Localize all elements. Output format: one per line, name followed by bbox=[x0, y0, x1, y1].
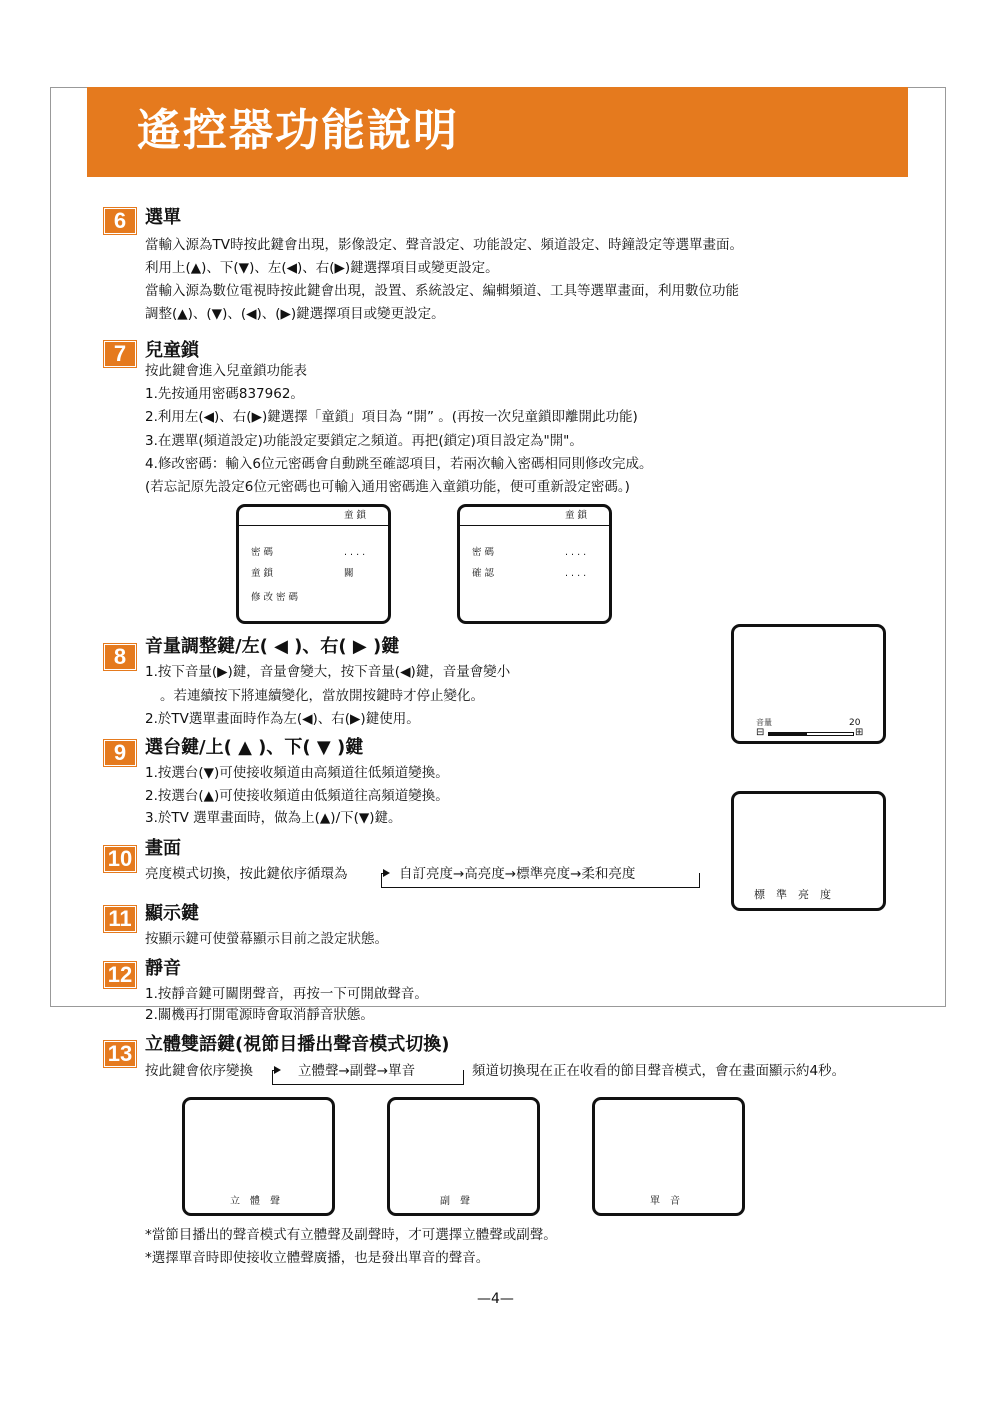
section-number-7: 7 bbox=[104, 341, 136, 367]
text-line: 。若連續按下將連續變化，當放開按鍵時才停止變化。 bbox=[160, 688, 484, 704]
section-title-picture: 畫面 bbox=[145, 838, 181, 859]
brightness-cycle: 自訂亮度→高亮度→標準亮度→柔和亮度 bbox=[399, 865, 639, 883]
section-title-stereo: 立體雙語鍵(視節目播出聲音模式切換) bbox=[145, 1034, 450, 1055]
text-line: 按此鍵會依序變換 bbox=[145, 1063, 253, 1079]
screen-value: . . . . bbox=[565, 547, 587, 558]
text-line: 4.修改密碼：輸入6位元密碼會自動跳至確認項目，若兩次輸入密碼相同則修改完成。 bbox=[145, 456, 653, 472]
volume-bar bbox=[768, 732, 854, 736]
text-line: 當輸入源為TV時按此鍵會出現，影像設定、聲音設定、功能設定、頻道設定、時鐘設定等選單畫面。 bbox=[145, 237, 743, 253]
volume-value: 20 bbox=[849, 718, 861, 728]
section-title-volume: 音量調整鍵/左( ◀ )、右( ▶ )鍵 bbox=[145, 636, 400, 657]
text-line: 3.在選單(頻道設定)功能設定要鎖定之頻道。再把(鎖定)項目設定為"開"。 bbox=[145, 433, 583, 449]
child-lock-screen-2 bbox=[457, 504, 612, 624]
screen-label: 密 碼 bbox=[251, 547, 274, 558]
screen-value: . . . . bbox=[344, 547, 366, 558]
section-number-12: 12 bbox=[104, 962, 136, 988]
text-line: 2.按選台(▲)可使接收頻道由低頻道往高頻道變換。 bbox=[145, 788, 449, 804]
screen-label: 密 碼 bbox=[472, 547, 495, 558]
brightness-screen bbox=[731, 791, 886, 911]
stereo-screen bbox=[182, 1097, 335, 1216]
screen-label: 單 音 bbox=[650, 1196, 680, 1207]
volume-label: 音量 bbox=[756, 718, 772, 727]
sound-cycle: 立體聲→副聲→單音 bbox=[298, 1062, 419, 1080]
section-title-display: 顯示鍵 bbox=[145, 903, 199, 924]
screen-label: 立 體 聲 bbox=[230, 1196, 280, 1207]
text-line: 2.於TV選單畫面時作為左(◀)、右(▶)鍵使用。 bbox=[145, 711, 420, 727]
section-title-mute: 靜音 bbox=[145, 958, 181, 979]
section-number-9: 9 bbox=[104, 740, 136, 766]
sap-screen bbox=[387, 1097, 540, 1216]
screen-label: 確 認 bbox=[472, 568, 495, 579]
screen-value: 關 bbox=[344, 568, 354, 579]
text-line: 3.於TV 選單畫面時，做為上(▲)/下(▼)鍵。 bbox=[145, 810, 402, 826]
brightness-label: 標 準 亮 度 bbox=[754, 888, 831, 901]
text-line: 1.按靜音鍵可關閉聲音，再按一下可開啟聲音。 bbox=[145, 986, 428, 1002]
text-line: 按此鍵會進入兒童鎖功能表 bbox=[145, 363, 307, 379]
note-line: *當節目播出的聲音模式有立體聲及副聲時，才可選擇立體聲或副聲。 bbox=[145, 1227, 557, 1243]
plus-icon: ⊞ bbox=[855, 727, 864, 738]
text-line: 按顯示鍵可使螢幕顯示目前之設定狀態。 bbox=[145, 931, 388, 947]
volume-bar-fill bbox=[769, 733, 807, 735]
page-number: —4— bbox=[477, 1291, 514, 1307]
text-line: 1.按選台(▼)可使接收頻道由高頻道往低頻道變換。 bbox=[145, 765, 449, 781]
minus-icon: ⊟ bbox=[756, 727, 765, 738]
text-line: (若忘記原先設定6位元密碼也可輸入通用密碼進入童鎖功能，便可重新設定密碼。) bbox=[145, 479, 630, 495]
section-title-child-lock: 兒童鎖 bbox=[145, 340, 199, 361]
section-number-10: 10 bbox=[104, 846, 136, 872]
text-line: 調整(▲)、(▼)、(◀)、(▶)鍵選擇項目或變更設定。 bbox=[145, 306, 445, 322]
section-title-menu: 選單 bbox=[145, 207, 181, 228]
screen-title: 童 鎖 bbox=[344, 510, 367, 521]
screen-label: 副 聲 bbox=[440, 1196, 470, 1207]
text-line: 2.利用左(◀)、右(▶)鍵選擇「童鎖」項目為 “開” 。(再按一次兒童鎖即離開此功能) bbox=[145, 409, 638, 425]
screen-divider bbox=[460, 525, 609, 526]
note-line: *選擇單音時即使接收立體聲廣播，也是發出單音的聲音。 bbox=[145, 1250, 490, 1266]
title-banner bbox=[87, 87, 908, 177]
cycle-connector bbox=[381, 873, 386, 874]
section-title-channel: 選台鍵/上( ▲ )、下( ▼ )鍵 bbox=[145, 737, 364, 758]
text-line: 當輸入源為數位電視時按此鍵會出現，設置、系統設定、編輯頻道、工具等選單畫面，利用數位功能 bbox=[145, 283, 739, 299]
screen-title: 童 鎖 bbox=[565, 510, 588, 521]
cycle-connector bbox=[272, 1070, 277, 1071]
section-number-13: 13 bbox=[104, 1041, 136, 1067]
child-lock-screen-1 bbox=[236, 504, 391, 624]
text-line: 1.按下音量(▶)鍵，音量會變大，按下音量(◀)鍵，音量會變小 bbox=[145, 664, 511, 680]
screen-label: 修 改 密 碼 bbox=[251, 592, 299, 603]
section-number-11: 11 bbox=[104, 906, 136, 932]
text-line: 頻道切換現在正在收看的節目聲音模式，會在畫面顯示約4秒。 bbox=[472, 1063, 846, 1079]
text-line: 亮度模式切換，按此鍵依序循環為 bbox=[145, 866, 348, 882]
mono-screen bbox=[592, 1097, 745, 1216]
text-line: 2.關機再打開電源時會取消靜音狀態。 bbox=[145, 1007, 374, 1023]
screen-label: 童 鎖 bbox=[251, 568, 274, 579]
section-number-8: 8 bbox=[104, 644, 136, 670]
section-number-6: 6 bbox=[104, 208, 136, 234]
text-line: 利用上(▲)、下(▼)、左(◀)、右(▶)鍵選擇項目或變更設定。 bbox=[145, 260, 499, 276]
screen-value: . . . . bbox=[565, 568, 587, 579]
screen-divider bbox=[239, 525, 388, 526]
text-line: 1.先按通用密碼837962。 bbox=[145, 386, 304, 402]
page-title: 遙控器功能說明 bbox=[137, 105, 459, 156]
volume-screen bbox=[731, 624, 886, 744]
